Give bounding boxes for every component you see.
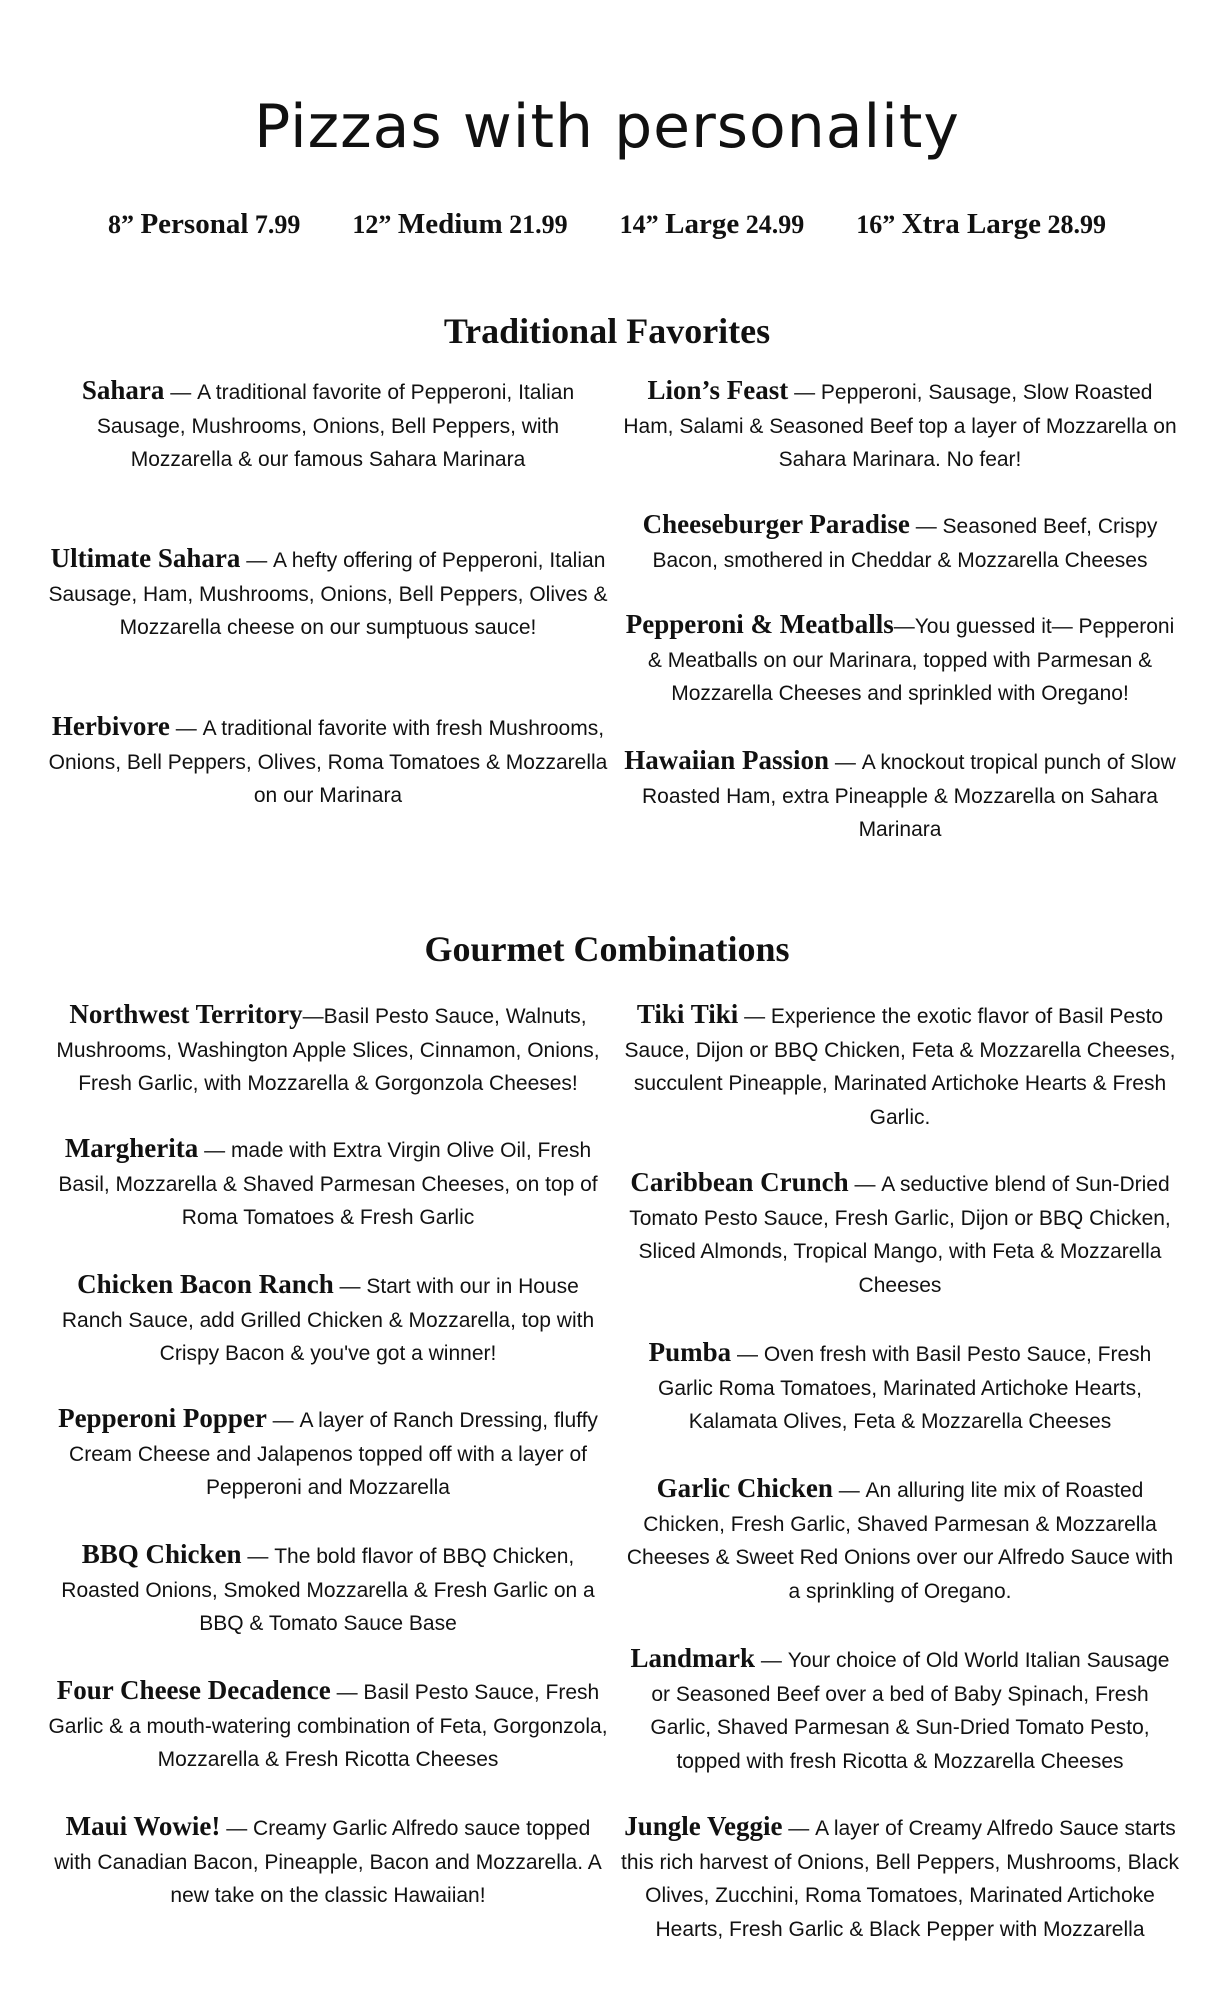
menu-item: Pepperoni Popper — A layer of Ranch Dressing, fluffy Cream Cheese and Jalapenos topped off with a layer of Pepperoni and Mozzarella [58, 1403, 598, 1499]
item-name: Pumba [648, 1337, 732, 1367]
item-name: Margherita [64, 1133, 199, 1163]
item-description: The bold flavor of BBQ Chicken, Roasted Onions, Smoked Mozzarella & Fresh Garlic on a BBQ & Tomato Sauce Base [61, 1545, 595, 1635]
menu-item: Lion’s Feast — Pepperoni, Sausage, Slow Roasted Ham, Salami & Seasoned Beef top a layer of Mozzarella on Sahara Marinara. No fear! [623, 375, 1177, 471]
item-description: A knockout tropical punch of Slow Roasted Ham, extra Pineapple & Mozzarella on Sahara Marinara [642, 751, 1176, 841]
item-name: Ultimate Sahara [50, 543, 241, 573]
menu-item: Herbivore — A traditional favorite with fresh Mushrooms, Onions, Bell Peppers, Olives, Roma Tomatoes & Mozzarella on our Marinara [48, 711, 608, 807]
menu-item: Maui Wowie! — Creamy Garlic Alfredo sauce topped with Canadian Bacon, Pineapple, Bacon and Mozzarella. A new take on the classic Hawaiian! [54, 1811, 602, 1907]
menu-item: Ultimate Sahara — A hefty offering of Pepperoni, Italian Sausage, Ham, Mushrooms, Onions, Bell Peppers, Olives & Mozzarella cheese on our sumptuous sauce! [48, 543, 608, 639]
item-description: A seductive blend of Sun-Dried Tomato Pesto Sauce, Fresh Garlic, Dijon or BBQ Chicken, Sliced Almonds, Tropical Mango, with Feta & Mozzarella Cheeses [629, 1173, 1171, 1297]
menu-item: Cheeseburger Paradise — Seasoned Beef, Crispy Bacon, smothered in Cheddar & Mozzarella Cheeses [642, 509, 1158, 572]
item-description: A traditional favorite with fresh Mushrooms, Onions, Bell Peppers, Olives, Roma Tomatoes & Mozzarella on our Marinara [48, 717, 608, 807]
item-description: Pepperoni, Sausage, Slow Roasted Ham, Salami & Seasoned Beef top a layer of Mozzarella on Sahara Marinara. No fear! [623, 381, 1177, 471]
item-description: A layer of Creamy Alfredo Sauce starts this rich harvest of Onions, Bell Peppers, Mushrooms, Black Olives, Zucchini, Roma Tomatoes, Marinated Artichoke Hearts, Fresh Garlic & Black Pepper with Mozzarella [621, 1817, 1179, 1941]
item-description: Creamy Garlic Alfredo sauce topped with Canadian Bacon, Pineapple, Bacon and Mozzarella. A new take on the classic Hawaiian! [54, 1817, 602, 1907]
item-description: An alluring lite mix of Roasted Chicken, Fresh Garlic, Shaved Parmesan & Mozzarella Cheeses & Sweet Red Onions over our Alfredo Sauce with a sprinkling of Oregano. [626, 1479, 1174, 1603]
item-description: Basil Pesto Sauce, Walnuts, Mushrooms, Washington Apple Slices, Cinnamon, Onions, Fresh Garlic, with Mozzarella & Gorgonzola Cheeses! [56, 1005, 600, 1095]
item-description: Start with our in House Ranch Sauce, add Grilled Chicken & Mozzarella, top with Crispy Bacon & you've got a winner! [61, 1275, 595, 1365]
item-description: You guessed it— Pepperoni & Meatballs on our Marinara, topped with Parmesan & Mozzarella Cheeses and sprinkled with Oregano! [647, 615, 1175, 705]
item-description: Your choice of Old World Italian Sausage or Seasoned Beef over a bed of Baby Spinach, Fresh Garlic, Shaved Parmesan & Sun-Dried Tomato Pesto, topped with fresh Ricotta & Mozzarella Cheeses [650, 1649, 1170, 1773]
item-description: made with Extra Virgin Olive Oil, Fresh Basil, Mozzarella & Shaved Parmesan Cheeses, on top of Roma Tomatoes & Fresh Garlic [58, 1139, 598, 1229]
menu-item: Four Cheese Decadence — Basil Pesto Sauce, Fresh Garlic & a mouth-watering combination of Feta, Gorgonzola, Mozzarella & Fresh Ricotta Cheeses [48, 1675, 608, 1771]
item-description: Seasoned Beef, Crispy Bacon, smothered in Cheddar & Mozzarella Cheeses [652, 515, 1158, 572]
menu-item: Landmark — Your choice of Old World Italian Sausage or Seasoned Beef over a bed of Baby Spinach, Fresh Garlic, Shaved Parmesan & Sun-Dried Tomato Pesto, topped with fresh Ricotta & Mozzarella Cheeses [630, 1643, 1170, 1773]
section-title-traditional: Traditional Favorites [443, 311, 771, 351]
size-option: 14” Large 24.99 [619, 208, 805, 240]
item-description: Basil Pesto Sauce, Fresh Garlic & a mouth-watering combination of Feta, Gorgonzola, Mozzarella & Fresh Ricotta Cheeses [48, 1681, 608, 1771]
item-name: Pepperoni & Meatballs [625, 609, 894, 639]
item-name: Herbivore [51, 711, 170, 741]
menu-item: Tiki Tiki — Experience the exotic flavor of Basil Pesto Sauce, Dijon or BBQ Chicken, Feta & Mozzarella Cheeses, succulent Pineapple, Marinated Artichoke Hearts & Fresh Garlic. [624, 999, 1176, 1129]
size-option: 8” Personal 7.99 [107, 208, 301, 240]
item-description: A traditional favorite of Pepperoni, Italian Sausage, Mushrooms, Onions, Bell Peppers, with Mozzarella & our famous Sahara Marinara [96, 381, 575, 471]
menu-item: Caribbean Crunch — A seductive blend of Sun-Dried Tomato Pesto Sauce, Fresh Garlic, Dijon or BBQ Chicken, Sliced Almonds, Tropical Mango, with Feta & Mozzarella Cheeses [629, 1167, 1171, 1297]
menu-item: Garlic Chicken — An alluring lite mix of Roasted Chicken, Fresh Garlic, Shaved Parmesan & Mozzarella Cheeses & Sweet Red Onions over our Alfredo Sauce with a sprinkling of Oregano. [626, 1473, 1174, 1603]
item-name: Jungle Veggie [624, 1811, 783, 1841]
menu-item: Jungle Veggie — A layer of Creamy Alfredo Sauce starts this rich harvest of Onions, Bell Peppers, Mushrooms, Black Olives, Zucchini, Roma Tomatoes, Marinated Artichoke Hearts, Fresh Garlic & Black Pepper with Mozzarella [621, 1811, 1179, 1941]
size-price-row [0, 208, 1214, 241]
item-name: Northwest Territory [69, 999, 303, 1029]
menu-item: Chicken Bacon Ranch — Start with our in House Ranch Sauce, add Grilled Chicken & Mozzarella, top with Crispy Bacon & you've got a winner! [61, 1269, 595, 1365]
menu-item: Pumba — Oven fresh with Basil Pesto Sauce, Fresh Garlic Roma Tomatoes, Marinated Artichoke Hearts, Kalamata Olives, Feta & Mozzarella Cheeses [648, 1337, 1152, 1433]
item-name: Sahara [81, 375, 165, 405]
menu-item: Hawaiian Passion — A knockout tropical punch of Slow Roasted Ham, extra Pineapple & Mozzarella on Sahara Marinara [624, 745, 1176, 841]
item-name: Cheeseburger Paradise [642, 509, 910, 539]
menu-item: Margherita — made with Extra Virgin Olive Oil, Fresh Basil, Mozzarella & Shaved Parmesan Cheeses, on top of Roma Tomatoes & Fresh Garlic [58, 1133, 598, 1229]
item-name: Maui Wowie! [65, 1811, 221, 1841]
item-name: Pepperoni Popper [58, 1403, 267, 1433]
item-name: Garlic Chicken [656, 1473, 833, 1503]
item-name: Hawaiian Passion [624, 745, 830, 775]
item-description: Oven fresh with Basil Pesto Sauce, Fresh Garlic Roma Tomatoes, Marinated Artichoke Hearts, Kalamata Olives, Feta & Mozzarella Cheeses [658, 1343, 1152, 1433]
item-name: BBQ Chicken [81, 1539, 242, 1569]
item-description: A hefty offering of Pepperoni, Italian Sausage, Ham, Mushrooms, Onions, Bell Peppers, Olives & Mozzarella cheese on our sumptuous sauce! [48, 549, 608, 639]
item-name: Landmark [630, 1643, 756, 1673]
menu-item: BBQ Chicken — The bold flavor of BBQ Chicken, Roasted Onions, Smoked Mozzarella & Fresh Garlic on a BBQ & Tomato Sauce Base [61, 1539, 595, 1635]
page-title: Pizzas with personality [254, 92, 960, 162]
item-name: Four Cheese Decadence [56, 1675, 331, 1705]
item-description: Experience the exotic flavor of Basil Pesto Sauce, Dijon or BBQ Chicken, Feta & Mozzarella Cheeses, succulent Pineapple, Marinated Artichoke Hearts & Fresh Garlic. [624, 1005, 1176, 1129]
section-title-gourmet: Gourmet Combinations [424, 929, 790, 969]
size-option: 12” Medium 21.99 [352, 208, 568, 240]
menu-item: Pepperoni & Meatballs—You guessed it— Pepperoni & Meatballs on our Marinara, topped with Parmesan & Mozzarella Cheeses and sprinkled with Oregano! [625, 609, 1175, 705]
item-description: A layer of Ranch Dressing, fluffy Cream Cheese and Jalapenos topped off with a layer of Pepperoni and Mozzarella [69, 1409, 598, 1499]
menu-item: Northwest Territory—Basil Pesto Sauce, Walnuts, Mushrooms, Washington Apple Slices, Cinnamon, Onions, Fresh Garlic, with Mozzarella & Gorgonzola Cheeses! [56, 999, 600, 1095]
size-option: 16” Xtra Large 28.99 [856, 208, 1107, 240]
item-name: Chicken Bacon Ranch [77, 1269, 334, 1299]
item-name: Tiki Tiki [636, 999, 739, 1029]
item-name: Lion’s Feast [647, 375, 789, 405]
menu-item: Sahara — A traditional favorite of Pepperoni, Italian Sausage, Mushrooms, Onions, Bell Peppers, with Mozzarella & our famous Sahara Marinara [81, 375, 575, 471]
item-name: Caribbean Crunch [630, 1167, 849, 1197]
